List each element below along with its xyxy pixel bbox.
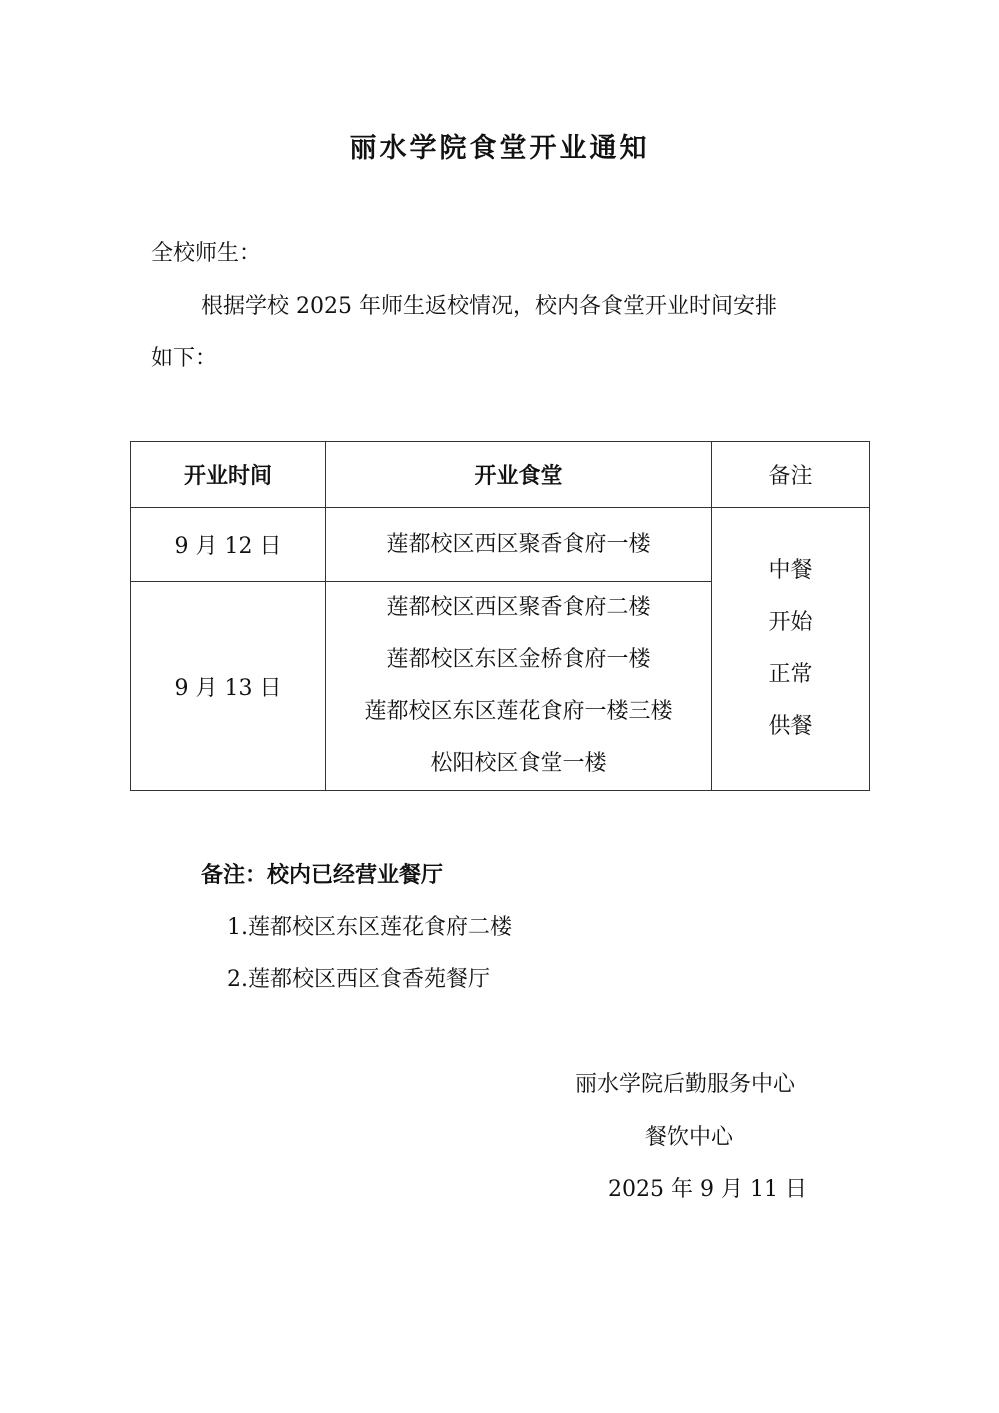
venue-item: 莲都校区东区莲花食府一楼三楼 xyxy=(364,699,673,724)
venue-item: 莲都校区东区金桥食府一楼 xyxy=(386,647,651,672)
venue-item: 松阳校区食堂一楼 xyxy=(430,751,607,776)
row-date: 9 月 12 日 xyxy=(131,508,326,582)
remark-line: 中餐 xyxy=(768,558,813,583)
page-title: 丽水学院食堂开业通知 xyxy=(349,133,650,164)
intro-line-2: 如下： xyxy=(151,346,218,371)
remark-line: 开始 xyxy=(768,610,813,635)
remark-cell xyxy=(712,508,870,791)
list-item: 1.莲都校区东区莲花食府二楼 xyxy=(227,915,512,940)
venue-item: 莲都校区西区聚香食府二楼 xyxy=(386,595,651,620)
header-open-time: 开业时间 xyxy=(131,442,326,508)
table-header-row xyxy=(131,442,870,508)
row-venues xyxy=(326,508,712,582)
intro-line-1: 根据学校 2025 年师生返校情况，校内各食堂开业时间安排 xyxy=(201,294,777,319)
venue-item: 莲都校区西区聚香食府一楼 xyxy=(386,531,651,557)
signature-org: 丽水学院后勤服务中心 xyxy=(575,1072,796,1097)
table-row xyxy=(131,508,870,582)
notes-title: 备注：校内已经营业餐厅 xyxy=(201,863,444,888)
schedule-table xyxy=(130,441,870,791)
signature-date: 2025 年 9 月 11 日 xyxy=(608,1177,807,1202)
list-item: 2.莲都校区西区食香苑餐厅 xyxy=(227,967,490,992)
signature-dept: 餐饮中心 xyxy=(645,1125,734,1150)
row-venues xyxy=(326,582,712,791)
row-date: 9 月 13 日 xyxy=(131,582,326,791)
remark-line: 正常 xyxy=(768,662,813,687)
header-canteen: 开业食堂 xyxy=(326,442,712,508)
salutation: 全校师生： xyxy=(151,241,262,266)
remark-line: 供餐 xyxy=(768,714,813,739)
header-remark: 备注 xyxy=(712,442,870,508)
